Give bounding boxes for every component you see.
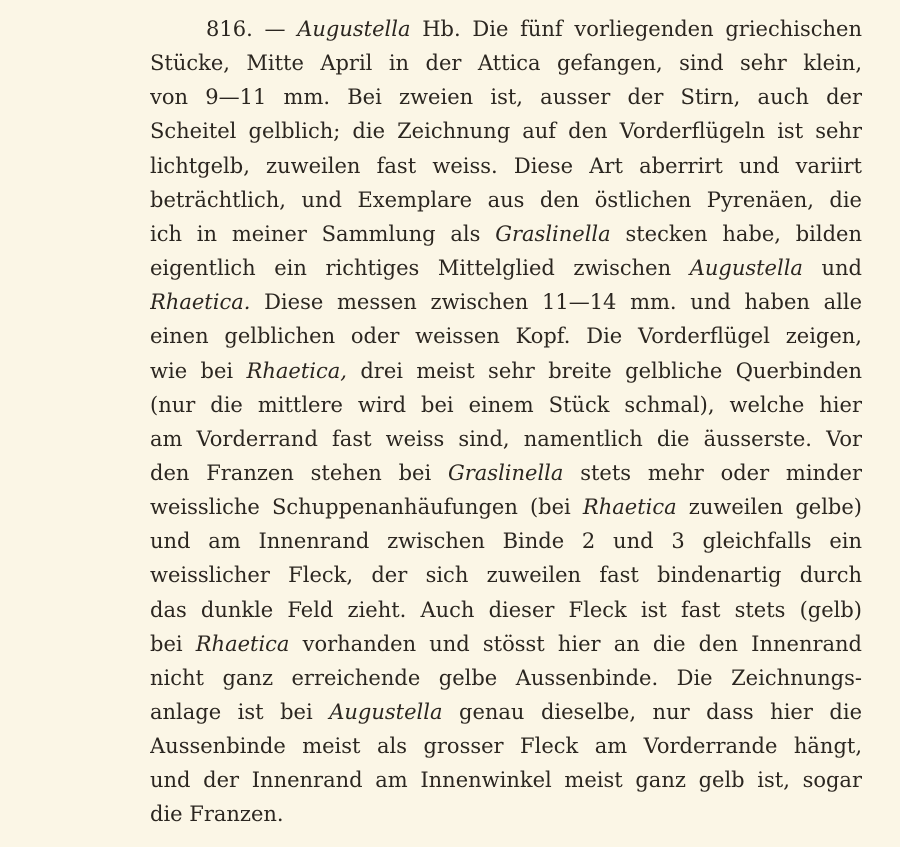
text-run: vorhanden und stösst hier an die den Innenrand [289, 631, 862, 656]
text-run: weissliche Schuppenanhäufungen (bei [150, 495, 583, 520]
text-line [206, 12, 862, 46]
text-run: ich in meiner Sammlung als [150, 221, 496, 246]
text-run: und der Innenrand am Innenwinkel meist ganz gelb ist, sogar [150, 768, 862, 793]
text-line [150, 797, 862, 831]
text-line [150, 217, 862, 251]
species-name: Graslinella [447, 460, 564, 485]
text-line [150, 729, 862, 763]
text-run: von 9—11 mm. Bei zweien ist, ausser der Stirn, auch der [150, 85, 862, 110]
text-run: das dunkle Feld zieht. Auch dieser Fleck ist fast stets (gelb) [150, 597, 862, 622]
text-line [150, 763, 862, 797]
text-run: anlage ist bei [150, 700, 330, 724]
text-run: stecken habe, bilden [610, 221, 862, 246]
text-run: Aussenbinde meist als grosser Fleck am Vorderrande hängt, [150, 734, 862, 759]
text-run: beträchtlich, und Exemplare aus den östlichen Pyrenäen, die [150, 187, 862, 212]
text-run: und [802, 256, 862, 280]
species-name: Rhaetica [195, 631, 290, 656]
species-name: Rhaetica. [150, 290, 251, 315]
text-run: die Franzen. [150, 802, 284, 827]
text-line [150, 695, 862, 729]
species-name: Graslinella [495, 221, 611, 246]
text-line [150, 524, 862, 558]
text-run: lichtgelb, zuweilen fast weiss. Diese Art aberrirt und variirt [150, 153, 862, 178]
text-line [150, 114, 862, 148]
text-run: den Franzen stehen bei [150, 460, 448, 485]
text-run: drei meist sehr breite gelbliche Querbinden [346, 358, 862, 383]
text-line [150, 456, 862, 490]
species-name: Augustella [329, 700, 443, 724]
species-name: Augustella [689, 256, 803, 280]
text-run: Hb. Die fünf vorliegenden griechischen [410, 17, 862, 41]
text-run: genau dieselbe, nur dass hier die [442, 700, 862, 724]
text-line [150, 80, 862, 114]
species-name: Rhaetica [582, 495, 677, 520]
text-run: wie bei [150, 358, 247, 383]
text-run: 816. — [206, 17, 298, 41]
text-line [150, 388, 862, 422]
text-line [150, 319, 862, 353]
text-run: (nur die mittlere wird bei einem Stück schmal), welche hier [150, 392, 862, 417]
text-line [150, 149, 862, 183]
species-name: Rhaetica, [246, 358, 347, 383]
text-run: Stücke, Mitte April in der Attica gefangen, sind sehr klein, [150, 51, 862, 76]
text-run: weisslicher Fleck, der sich zuweilen fast bindenartig durch [150, 563, 862, 588]
text-run: zuweilen gelbe) [676, 495, 862, 520]
text-line [150, 558, 862, 592]
text-line [150, 251, 862, 285]
text-run: und am Innenrand zwischen Binde 2 und 3 gleichfalls ein [150, 529, 862, 554]
text-run: nicht ganz erreichende gelbe Aussenbinde. Die Zeichnungs- [150, 665, 862, 690]
text-run: stets mehr oder minder [563, 460, 862, 485]
text-run: Diese messen zwischen 11—14 mm. und haben alle [250, 290, 862, 315]
text-line [150, 285, 862, 319]
text-line [150, 490, 862, 524]
text-line [150, 354, 862, 388]
text-line [150, 46, 862, 80]
species-name: Augustella [297, 17, 411, 41]
text-line [150, 627, 862, 661]
text-line [150, 183, 862, 217]
text-run: am Vorderrand fast weiss sind, namentlich die äusserste. Vor [150, 426, 862, 451]
text-run: eigentlich ein richtiges Mittelglied zwischen [150, 256, 690, 280]
text-line [150, 593, 862, 627]
text-run: bei [150, 631, 196, 656]
text-line [150, 661, 862, 695]
text-run: einen gelblichen oder weissen Kopf. Die Vorderflügel zeigen, [150, 324, 862, 349]
text-run: Scheitel gelblich; die Zeichnung auf den Vorderflügeln ist sehr [150, 119, 862, 144]
text-line [150, 422, 862, 456]
